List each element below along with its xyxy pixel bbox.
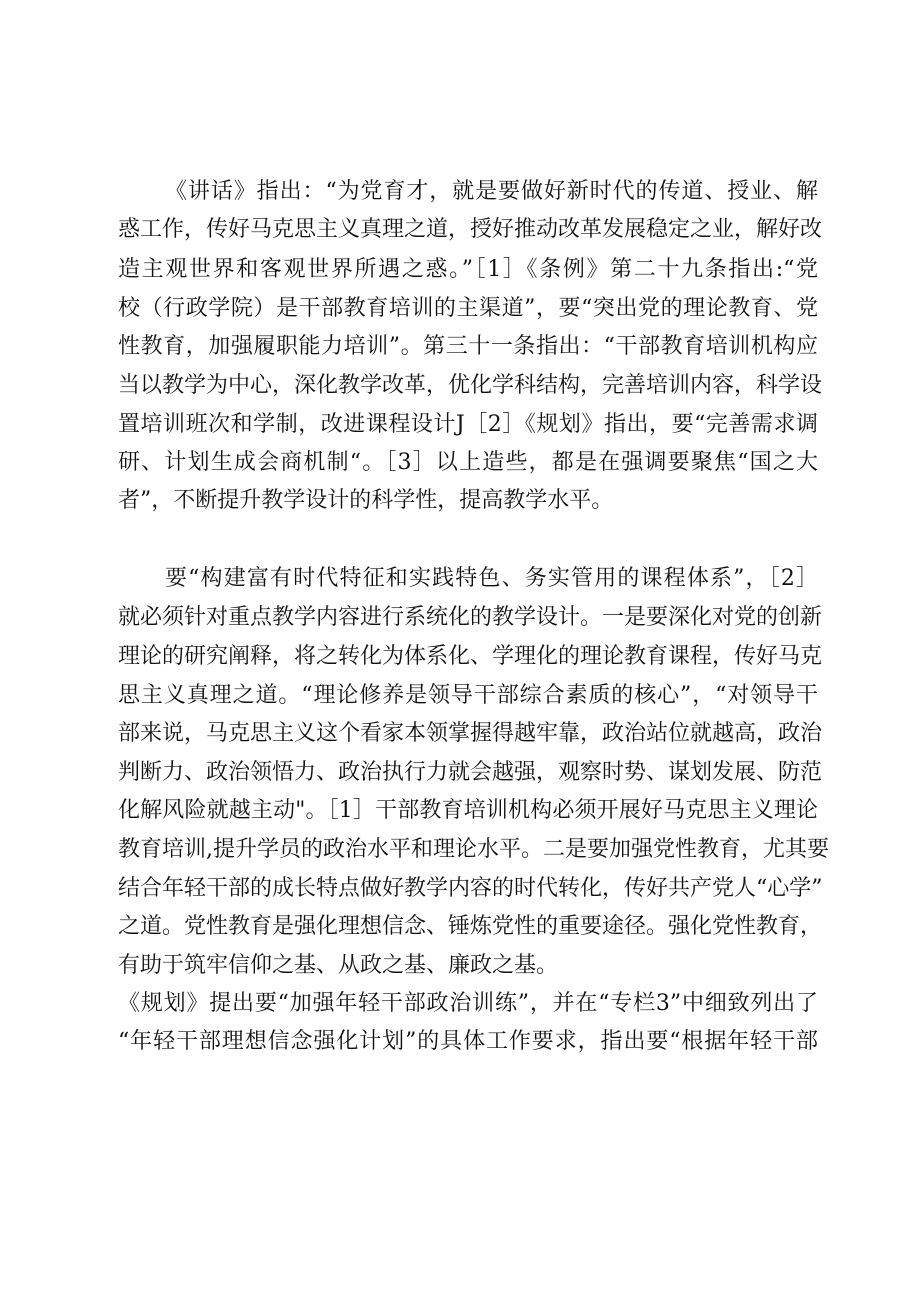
paragraph-1-line-3: 造主观世界和客观世界所遇之惑。”［1］《条例》第二十九条指出:“党	[118, 257, 818, 282]
paragraph-2-line-3: 理论的研究阐释，将之转化为体系化、学理化的理论教育课程，传好马克	[118, 644, 823, 669]
paragraph-2-line-9: 结合年轻干部的成长特点做好教学内容的时代转化，传好共产党人“心学”	[118, 876, 823, 901]
paragraph-2-line-10: 之道。党性教育是强化理想信念、锤炼党性的重要途径。强化党性教育，	[118, 914, 823, 939]
paragraph-1-line-9: 者”，不断提升教学设计的科学性，提高教学水平。	[118, 488, 614, 513]
paragraph-1-line-5: 性教育，加强履职能力培训”。第三十一条指出：“干部教育培训机构应	[118, 334, 818, 359]
paragraph-2-line-7: 化解风险就越主动"。［1］干部教育培训机构必须开展好马克思主义理论	[118, 798, 818, 823]
paragraph-1-line-2: 惑工作，传好马克思主义真理之道，授好推动改革发展稳定之业，解好改	[118, 217, 823, 242]
paragraph-3-line-2: “年轻干部理想信念强化计划”的具体工作要求，指出要“根据年轻干部	[118, 1029, 818, 1054]
paragraph-3-line-1: 《规划》提出要“加强年轻干部政治训练”，并在“专栏3”中细致列出了	[118, 991, 818, 1016]
paragraph-2-line-11: 有助于筑牢信仰之基、从政之基、廉政之基。	[118, 953, 559, 978]
paragraph-2-line-5: 部来说，马克思主义这个看家本领掌握得越牢靠，政治站位就越高，政治	[118, 721, 823, 746]
paragraph-1-line-6: 当以教学为中心，深化教学改革，优化学科结构，完善培训内容，科学设	[118, 373, 823, 398]
paragraph-2-line-4: 思主义真理之道。“理论修养是领导干部综合素质的核心”，“对领导干	[118, 683, 818, 708]
paragraph-1-line-4: 校（行政学院）是干部教育培训的主渠道”，要“突出党的理论教育、党	[118, 296, 818, 321]
paragraph-2-line-8: 教育培训,提升学员的政治水平和理论水平。二是要加强党性教育，尤其要	[118, 837, 829, 862]
paragraph-1-line-8: 研、计划生成会商机制“。［3］以上造些，都是在强调要聚焦“国之大	[118, 450, 818, 475]
paragraph-1-line-1: 《讲话》指出：“为党育才，就是要做好新时代的传道、授业、解	[165, 179, 818, 204]
paragraph-2-line-6: 判断力、政治领悟力、政治执行力就会越强，观察时势、谋划发展、防范	[118, 760, 823, 785]
paragraph-2-line-1: 要“构建富有时代特征和实践特色、务实管用的课程体系”，［2］	[165, 566, 818, 591]
paragraph-2-line-2: 就必须针对重点教学内容进行系统化的教学设计。一是要深化对党的创新	[118, 605, 823, 630]
paragraph-1-line-7: 置培训班次和学制，改进课程设计J［2］《规划》指出，要“完善需求调	[118, 412, 818, 437]
